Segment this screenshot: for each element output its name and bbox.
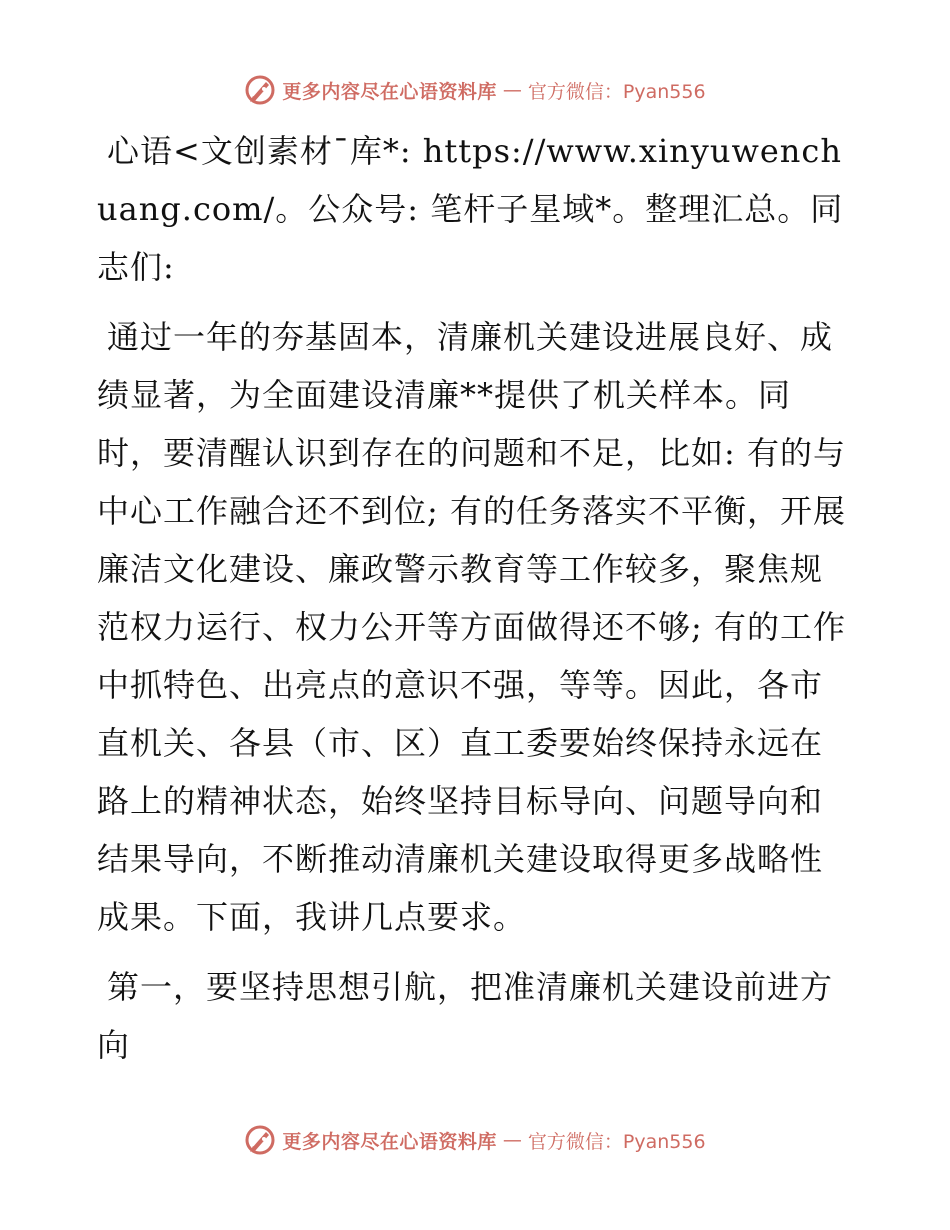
pen-logo-icon [244,1124,276,1156]
banner-dash: — [502,1129,522,1151]
banner-dash: — [502,79,522,101]
banner-main-text: 更多内容尽在心语资料库 [282,1130,497,1153]
header-watermark-banner [0,70,950,110]
pen-logo-icon [244,74,276,106]
paragraph-heading-one: 第一，要坚持思想引航，把准清廉机关建设前进方向 [97,968,834,1064]
banner-wechat-text: 官方微信：Pyan556 [527,1130,706,1153]
paragraph-main: 通过一年的夯基固本，清廉机关建设进展良好、成绩显著，为全面建设清廉**提供了机关样本。同时，要清醒认识到存在的问题和不足，比如: 有的与中心工作融合还不到位; 有的任务落实不平衡，开展廉洁文化建设、廉政警示教育等工作较多，聚焦规范权力运行、权力公开等方面做得还不够; 有的工作中抓特色、出亮点的意识不强，等等。因此，各市直机关、各县（市、区）直工委要始终保持永远在路上的精神状态，始终坚持目标导向、问题导向和结果导向，不断推动清廉机关建设取得更多战略性成果。下面，我讲几点要求。 [97,318,846,936]
footer-watermark-banner [0,1120,950,1160]
document-body [97,122,853,1074]
banner-main-text: 更多内容尽在心语资料库 [282,80,497,103]
paragraph-intro: 心语<文创素材¯库*: https://www.xinyuwenchuang.com/。公众号: 笔杆子星域*。整理汇总。同志们: [97,132,844,286]
banner-wechat-text: 官方微信：Pyan556 [527,80,706,103]
